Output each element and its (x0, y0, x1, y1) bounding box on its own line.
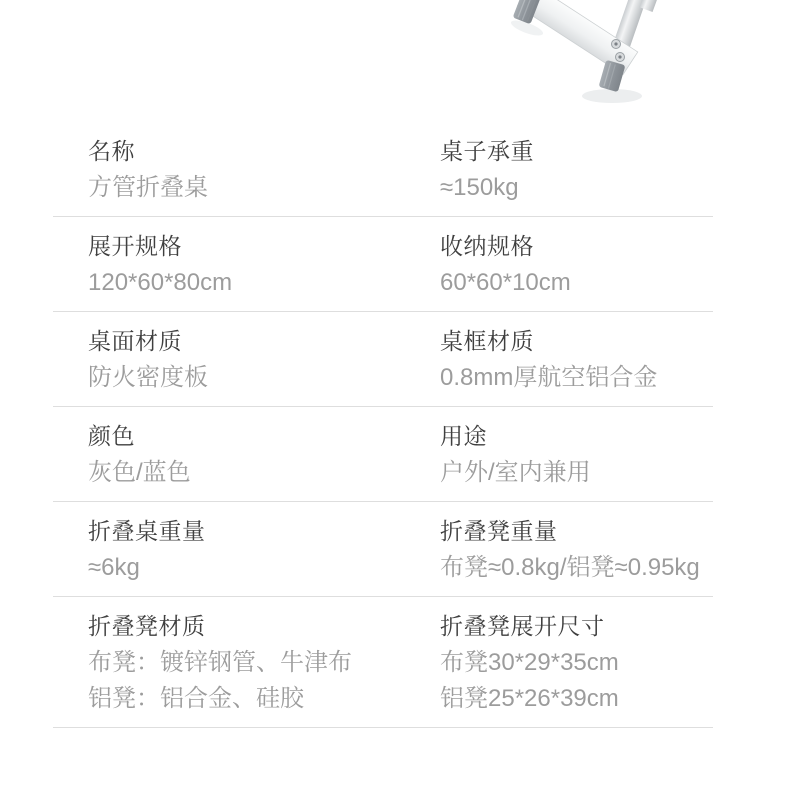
table-legs-photo-icon (0, 0, 790, 122)
product-spec-sheet (53, 122, 713, 728)
spec-cell-table-load (440, 136, 713, 206)
spec-cell-color (88, 421, 440, 491)
spec-cell-open-size (88, 231, 440, 301)
spec-value: 布凳：镀锌钢管、牛津布 (88, 649, 352, 676)
spec-cell-usage (440, 421, 713, 491)
spec-value: 60*60*10cm (440, 269, 571, 296)
spec-label: 收纳规格 (440, 233, 534, 259)
spec-value: 防火密度板 (88, 364, 208, 391)
spec-label: 折叠凳材质 (88, 613, 206, 639)
spec-value: 铝凳25*26*39cm (440, 685, 619, 712)
spec-value: 布凳≈0.8kg/铝凳≈0.95kg (440, 554, 700, 581)
spec-label: 折叠凳展开尺寸 (440, 613, 605, 639)
spec-value: 户外/室内兼用 (440, 459, 591, 486)
spec-row-size (53, 217, 713, 312)
spec-row-weight (53, 502, 713, 597)
spec-label: 名称 (88, 138, 135, 164)
spec-row-name-load (53, 122, 713, 217)
spec-cell-top-material (88, 326, 440, 396)
spec-label: 桌面材质 (88, 328, 182, 354)
spec-label: 用途 (440, 423, 487, 449)
spec-cell-stool-open-size (440, 611, 713, 717)
product-photo-area (0, 0, 790, 122)
spec-value: 铝凳：铝合金、硅胶 (88, 685, 304, 712)
spec-row-color-use (53, 407, 713, 502)
spec-value: 120*60*80cm (88, 269, 233, 296)
spec-cell-stool-material (88, 611, 440, 717)
spec-label: 展开规格 (88, 233, 182, 259)
spec-label: 颜色 (88, 423, 135, 449)
spec-label: 折叠凳重量 (440, 518, 558, 544)
spec-cell-name (88, 136, 440, 206)
spec-value: 布凳30*29*35cm (440, 649, 619, 676)
spec-cell-table-weight (88, 516, 440, 586)
spec-label: 折叠桌重量 (88, 518, 206, 544)
spec-label: 桌子承重 (440, 138, 534, 164)
spec-value: 0.8mm厚航空铝合金 (440, 364, 658, 391)
spec-value: 灰色/蓝色 (88, 459, 191, 486)
spec-cell-storage-size (440, 231, 713, 301)
spec-row-stool (53, 597, 713, 728)
spec-label: 桌框材质 (440, 328, 534, 354)
spec-value: ≈6kg (88, 554, 140, 581)
spec-row-material (53, 312, 713, 407)
spec-cell-frame-material (440, 326, 713, 396)
spec-cell-stool-weight (440, 516, 713, 586)
spec-value: 方管折叠桌 (88, 174, 208, 201)
spec-value: ≈150kg (440, 174, 519, 201)
